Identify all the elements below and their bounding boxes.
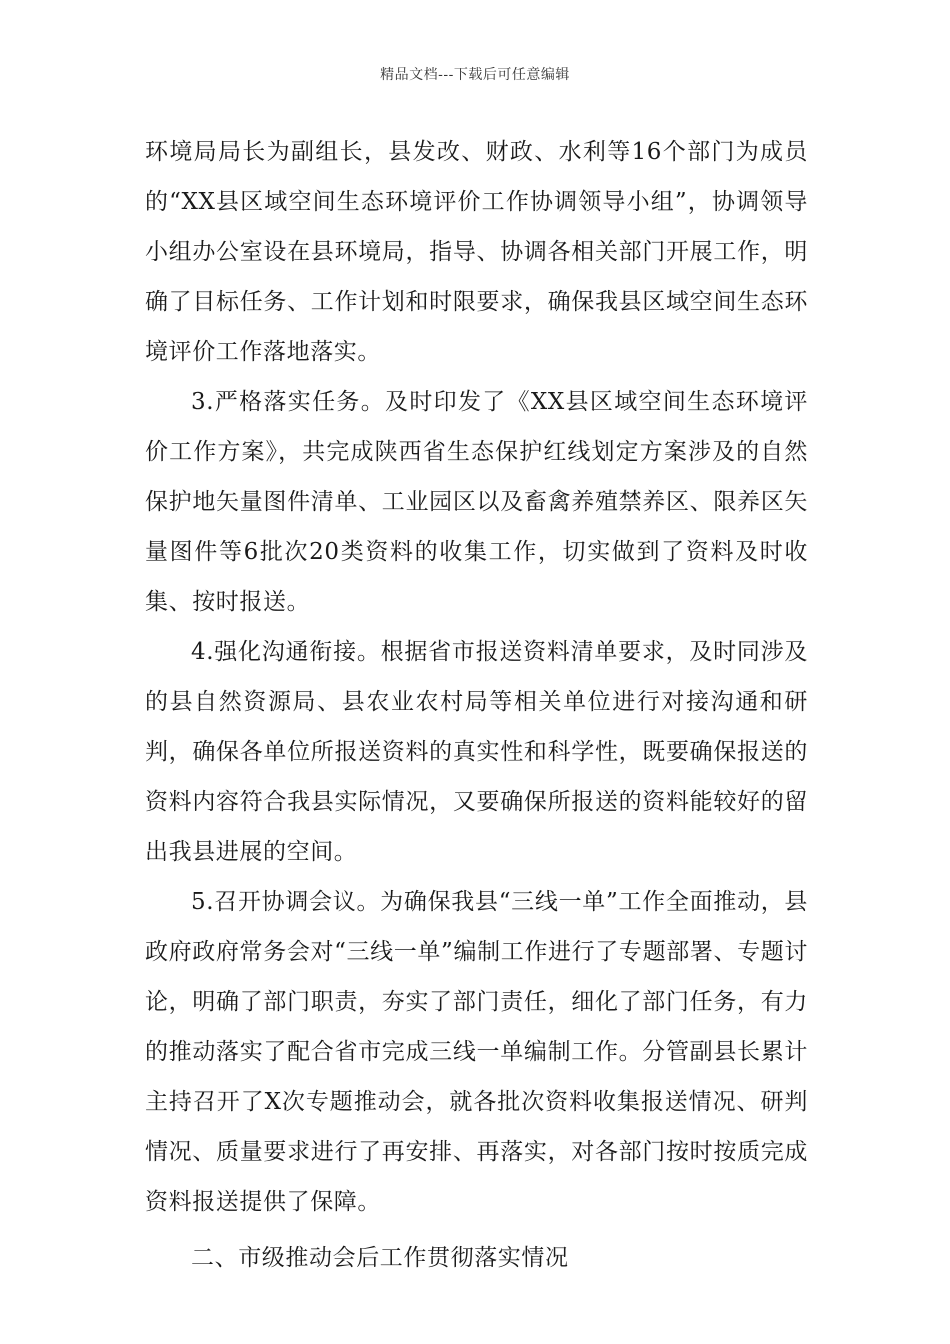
section-heading: 二、市级推动会后工作贯彻落实情况: [191, 1245, 569, 1271]
paragraph-item-5: 5.召开协调会议。为确保我县“三线一单”工作全面推动，县政府政府常务会对“三线一单”编制工作进行了专题部署、专题讨论，明确了部门职责，夯实了部门责任，细化了部门任务，有力的推动落实了配合省市完成三线一单编制工作。分管副县长累计主持召开了X次专题推动会，就各批次资料收集报送情况、研判情况、质量要求进行了再安排、再落实，对各部门按时按质完成资料报送提供了保障。: [145, 889, 808, 1215]
paragraph-item-3: 3.严格落实任务。及时印发了《XX县区域空间生态环境评价工作方案》，共完成陕西省生态保护红线划定方案涉及的自然保护地矢量图件清单、工业园区以及畜禽养殖禁养区、限养区矢量图件等6批次20类资料的收集工作，切实做到了资料及时收集、按时报送。: [145, 389, 808, 615]
document-body: [145, 127, 808, 1283]
paragraph-item-4: 4.强化沟通衔接。根据省市报送资料清单要求，及时同涉及的县自然资源局、县农业农村局等相关单位进行对接沟通和研判，确保各单位所报送资料的真实性和科学性，既要确保报送的资料内容符合我县实际情况，又要确保所报送的资料能较好的留出我县进展的空间。: [145, 639, 808, 865]
paragraph-continuation: 环境局局长为副组长，县发改、财政、水利等16个部门为成员的“XX县区域空间生态环境评价工作协调领导小组”，协调领导小组办公室设在县环境局，指导、协调各相关部门开展工作，明确了目标任务、工作计划和时限要求，确保我县区域空间生态环境评价工作落地落实。: [145, 139, 808, 365]
page-header: 精品文档---下载后可任意编辑: [380, 67, 570, 83]
